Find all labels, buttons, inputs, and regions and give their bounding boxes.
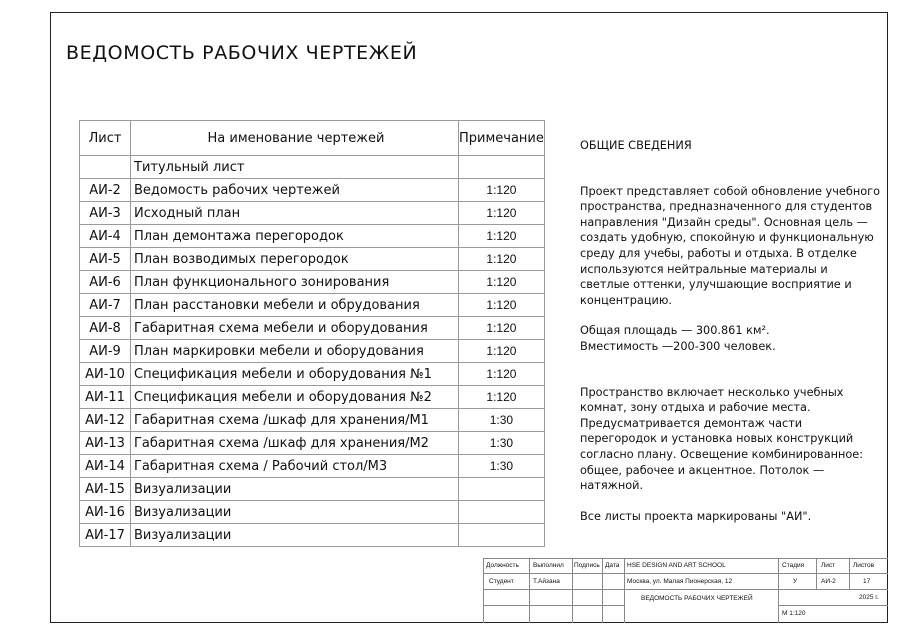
row-sheet-cell: АИ-2 (80, 179, 131, 202)
stamp-line (572, 558, 573, 623)
stamp-sheet: АИ-2 (821, 578, 836, 585)
row-name-cell: План маркировки мебели и оборудования (131, 340, 459, 363)
table-row (80, 156, 545, 179)
row-name-cell: Визуализации (131, 478, 459, 501)
row-note-cell: 1:120 (459, 340, 545, 363)
row-name-cell: Габаритная схема /шкаф для хранения/М2 (131, 432, 459, 455)
row-sheet-cell: АИ-7 (80, 294, 131, 317)
table-row (80, 455, 545, 478)
stamp-line (778, 558, 779, 623)
row-sheet-cell: АИ-3 (80, 202, 131, 225)
stamp-line (483, 573, 888, 574)
row-name-cell: Визуализации (131, 501, 459, 524)
stamp-position-label: Должность (486, 562, 519, 569)
row-note-cell: 1:120 (459, 202, 545, 225)
row-name-cell: Габаритная схема / Рабочий стол/М3 (131, 455, 459, 478)
row-sheet-cell: АИ-9 (80, 340, 131, 363)
row-name-cell: Титульный лист (131, 156, 459, 179)
stamp-drawing-title: ВЕДОМОСТЬ РАБОЧИХ ЧЕРТЕЖЕЙ (641, 595, 753, 602)
stamp-sheets: 17 (863, 578, 871, 585)
table-row (80, 271, 545, 294)
row-note-cell: 1:120 (459, 386, 545, 409)
stamp-line (816, 558, 817, 589)
info-paragraph-3: Все листы проекта маркированы "АИ". (580, 509, 812, 523)
row-sheet-cell: АИ-17 (80, 524, 131, 547)
stamp-role: Студент (489, 578, 514, 585)
table-row (80, 248, 545, 271)
table-row (80, 478, 545, 501)
stamp-line (602, 558, 603, 623)
row-note-cell (459, 478, 545, 501)
row-sheet-cell: АИ-4 (80, 225, 131, 248)
row-name-cell: План демонтажа перегородок (131, 225, 459, 248)
row-note-cell: 1:30 (459, 432, 545, 455)
row-note-cell: 1:120 (459, 179, 545, 202)
row-name-cell: Габаритная схема мебели и оборудования (131, 317, 459, 340)
header-name: На именование чертежей (131, 121, 459, 156)
row-name-cell: Ведомость рабочих чертежей (131, 179, 459, 202)
row-note-cell: 1:120 (459, 225, 545, 248)
page-title: ВЕДОМОСТЬ РАБОЧИХ ЧЕРТЕЖЕЙ (66, 42, 418, 64)
table-row (80, 386, 545, 409)
row-sheet-cell: АИ-14 (80, 455, 131, 478)
table-row (80, 225, 545, 248)
table-row (80, 501, 545, 524)
row-note-cell: 1:30 (459, 409, 545, 432)
row-sheet-cell: АИ-13 (80, 432, 131, 455)
table-row (80, 294, 545, 317)
info-area: Общая площадь — 300.861 км². (580, 324, 770, 338)
info-capacity: Вместимость —200-300 человек. (580, 339, 776, 353)
stamp-line (624, 558, 625, 623)
table-row (80, 179, 545, 202)
stamp-line (483, 605, 625, 606)
stamp-address: Москва, ул. Малая Пионерская, 12 (627, 578, 733, 585)
general-info (580, 138, 880, 524)
row-sheet-cell: АИ-8 (80, 317, 131, 340)
table-row (80, 409, 545, 432)
row-sheet-cell: АИ-12 (80, 409, 131, 432)
table-row (80, 432, 545, 455)
stamp-year: 2025 г. (859, 594, 879, 601)
row-name-cell: Габаритная схема /шкаф для хранения/М1 (131, 409, 459, 432)
row-sheet-cell: АИ-15 (80, 478, 131, 501)
stamp-line (483, 558, 888, 559)
row-sheet-cell: АИ-11 (80, 386, 131, 409)
stamp-sheets-label: Листов (853, 562, 875, 569)
row-sheet-cell: АИ-6 (80, 271, 131, 294)
info-paragraph-2: Пространство включает несколько учебных комнат, зону отдыха и рабочие места. Предусматривается демонтаж части перегородок и установка новых конструкций согласно плану. Освещение комбинированное: общее, рабочее и акцентное. Потолок — натяжной. (580, 385, 864, 493)
row-name-cell: План возводимых перегородок (131, 248, 459, 271)
row-note-cell (459, 524, 545, 547)
stamp-date-label: Дата (605, 562, 620, 569)
row-name-cell: План расстановки мебели и обрудования (131, 294, 459, 317)
row-note-cell: 1:120 (459, 317, 545, 340)
row-note-cell (459, 156, 545, 179)
row-name-cell: План функционального зонирования (131, 271, 459, 294)
stamp-stage-label: Стадия (782, 562, 805, 569)
row-sheet-cell (80, 156, 131, 179)
row-note-cell: 1:30 (459, 455, 545, 478)
drawings-table (79, 120, 545, 547)
row-name-cell: Исходный план (131, 202, 459, 225)
row-name-cell: Спецификация мебели и оборудования №1 (131, 363, 459, 386)
stamp-performer-label: Выполнил (533, 562, 564, 569)
row-name-cell: Визуализации (131, 524, 459, 547)
table-row (80, 363, 545, 386)
stamp-line (778, 589, 888, 590)
stamp-organization: HSE DESIGN AND ART SCHOOL (627, 562, 726, 569)
stamp-line (529, 558, 530, 623)
stamp-line (849, 558, 850, 589)
stamp-line (778, 605, 888, 606)
table-row (80, 202, 545, 225)
table-row (80, 317, 545, 340)
table-row (80, 340, 545, 363)
row-sheet-cell: АИ-16 (80, 501, 131, 524)
row-name-cell: Спецификация мебели и оборудования №2 (131, 386, 459, 409)
row-sheet-cell: АИ-10 (80, 363, 131, 386)
table-row (80, 524, 545, 547)
row-sheet-cell: АИ-5 (80, 248, 131, 271)
info-paragraph-1: Проект представляет собой обновление учебного пространства, предназначенного для студентов направления "Дизайн среды". Основная цель — создать удобную, спокойную и функциональную среду для учебы, работы и отдыха. В отделке используются нейтральные материалы и светлые оттенки, улучшающие восприятие и концентрацию. (580, 184, 880, 307)
row-note-cell: 1:120 (459, 363, 545, 386)
row-note-cell: 1:120 (459, 271, 545, 294)
stamp-line (483, 589, 778, 590)
header-sheet: Лист (80, 121, 131, 156)
row-note-cell: 1:120 (459, 248, 545, 271)
header-note: Примечание (459, 121, 545, 156)
stamp-scale: М 1:120 (782, 610, 806, 617)
title-block (483, 558, 888, 623)
stamp-line (483, 558, 484, 623)
table-header-row (80, 121, 545, 156)
row-note-cell (459, 501, 545, 524)
row-note-cell: 1:120 (459, 294, 545, 317)
stamp-stage: У (793, 578, 798, 585)
info-heading: ОБЩИЕ СВЕДЕНИЯ (580, 139, 692, 152)
stamp-sheet-label: Лист (821, 562, 836, 569)
stamp-name: Т.Айзана (533, 578, 560, 585)
stamp-signature-label: Подпись (574, 562, 600, 569)
